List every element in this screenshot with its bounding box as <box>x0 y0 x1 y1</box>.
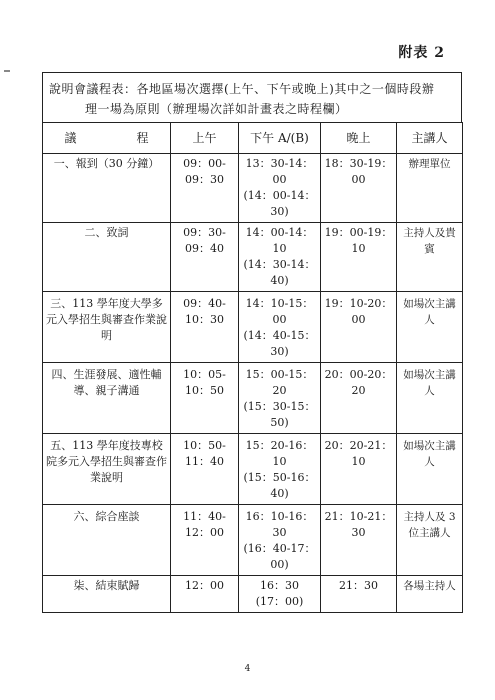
table-header-row <box>43 123 463 154</box>
speaker-cell: 辦理單位 <box>397 154 463 223</box>
table-row <box>43 363 463 434</box>
evening-cell: 21：30 <box>321 576 397 613</box>
intro-text <box>42 72 462 123</box>
agenda-cell: 三、113 學年度大學多元入學招生與審查作業說明 <box>43 292 171 363</box>
afternoon-cell: 16：30 (17：00) <box>239 576 321 613</box>
speaker-cell: 各場主持人 <box>397 576 463 613</box>
afternoon-cell: 13：30-14：00 (14：00-14：30) <box>239 154 321 223</box>
morning-cell: 10：05-10：50 <box>171 363 239 434</box>
speaker-cell: 主持人及 3 位主講人 <box>397 505 463 576</box>
morning-cell: 11：40-12：00 <box>171 505 239 576</box>
agenda-cell: 六、綜合座談 <box>43 505 171 576</box>
speaker-cell: 如場次主講人 <box>397 292 463 363</box>
header-afternoon: 下午 A/(B) <box>239 123 321 154</box>
evening-cell: 20：20-21：10 <box>321 434 397 505</box>
margin-mark <box>4 70 10 72</box>
afternoon-cell: 16：10-16：30 (16：40-17：00) <box>239 505 321 576</box>
intro-line-2: 理一場為原則（辦理場次詳如計畫表之時程欄） <box>85 102 348 116</box>
table-row <box>43 154 463 223</box>
speaker-cell: 如場次主講人 <box>397 434 463 505</box>
afternoon-cell: 15：00-15：20 (15：30-15：50) <box>239 363 321 434</box>
morning-cell: 09：00-09：30 <box>171 154 239 223</box>
speaker-cell: 主持人及貴賓 <box>397 223 463 292</box>
header-evening: 晚上 <box>321 123 397 154</box>
speaker-cell: 如場次主講人 <box>397 363 463 434</box>
evening-cell: 19：10-20：00 <box>321 292 397 363</box>
morning-cell: 10：50-11：40 <box>171 434 239 505</box>
afternoon-cell: 14：10-15：00 (14：40-15：30) <box>239 292 321 363</box>
evening-cell: 18：30-19：00 <box>321 154 397 223</box>
table-row <box>43 576 463 613</box>
header-agenda: 議 程 <box>43 123 171 154</box>
agenda-cell: 二、致詞 <box>43 223 171 292</box>
morning-cell: 09：30-09：40 <box>171 223 239 292</box>
evening-cell: 21：10-21：30 <box>321 505 397 576</box>
table-row <box>43 505 463 576</box>
page-number: 4 <box>244 664 251 674</box>
evening-cell: 19：00-19：10 <box>321 223 397 292</box>
header-speaker: 主講人 <box>397 123 463 154</box>
agenda-cell: 五、113 學年度技專校院多元入學招生與審查作業說明 <box>43 434 171 505</box>
afternoon-cell: 14：00-14：10 (14：30-14：40) <box>239 223 321 292</box>
agenda-cell: 一、報到（30 分鐘） <box>43 154 171 223</box>
attachment-label: 附表 2 <box>398 45 445 61</box>
header-morning: 上午 <box>171 123 239 154</box>
table-row <box>43 292 463 363</box>
table-row <box>43 223 463 292</box>
agenda-cell: 柒、結束賦歸 <box>43 576 171 613</box>
evening-cell: 20：00-20：20 <box>321 363 397 434</box>
agenda-table <box>42 122 463 613</box>
agenda-cell: 四、生涯發展、適性輔導、親子溝通 <box>43 363 171 434</box>
intro-line-1: 說明會議程表：各地區場次選擇(上午、下午或晚上)其中之一個時段辦 <box>49 82 435 96</box>
morning-cell: 09：40-10：30 <box>171 292 239 363</box>
table-row <box>43 434 463 505</box>
afternoon-cell: 15：20-16：10 (15：50-16：40) <box>239 434 321 505</box>
morning-cell: 12：00 <box>171 576 239 613</box>
